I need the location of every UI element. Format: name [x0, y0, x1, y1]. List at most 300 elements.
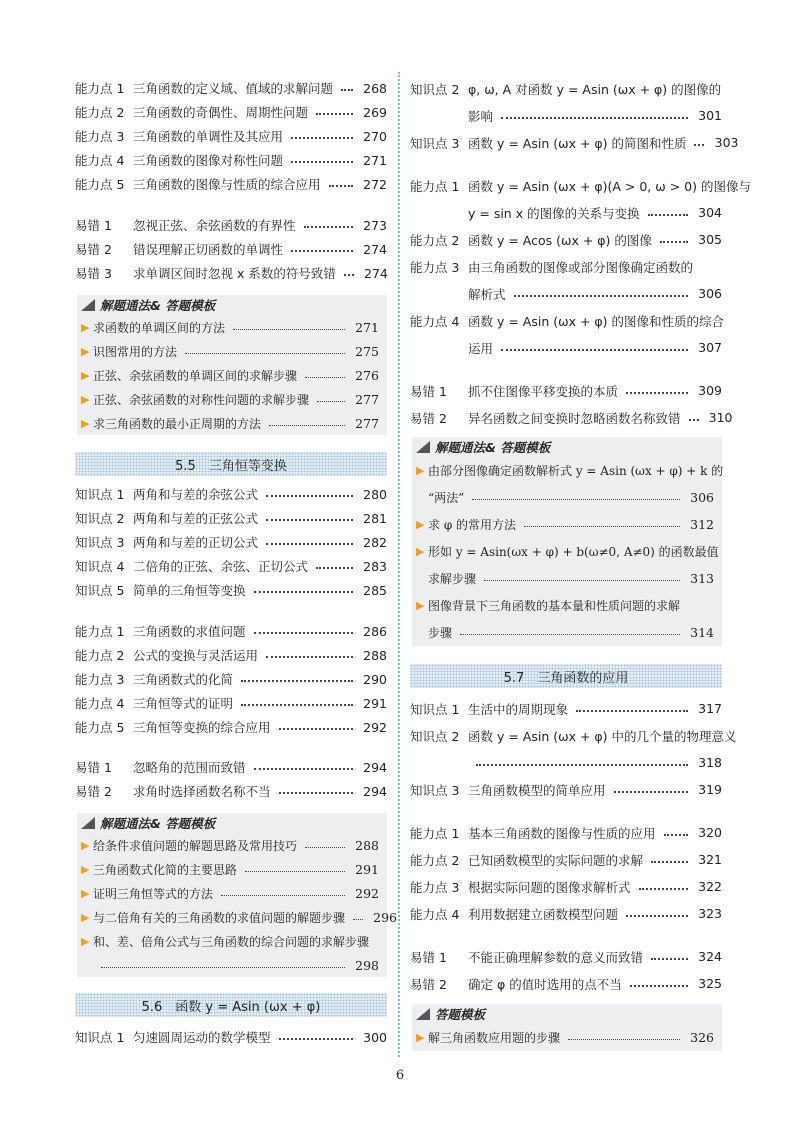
entry-page: 277 [355, 391, 379, 407]
dot-leader [484, 580, 680, 581]
entry-title: 两角和与差的正弦公式 [133, 511, 259, 526]
method-template-box [77, 813, 398, 977]
dot-leader [353, 919, 363, 920]
toc-entry[interactable] [75, 715, 387, 739]
entry-group [75, 482, 387, 602]
template-entry[interactable] [81, 881, 379, 905]
entry-title: 函数 y = Acos (ωx + φ) 的图像 [468, 232, 652, 248]
dot-leader [501, 117, 688, 119]
entry-page: 292 [363, 719, 387, 735]
box-header-title: 解题通法& 答题模板 [100, 298, 216, 313]
entry-title: 生活中的周期现象 [468, 701, 569, 717]
template-entry[interactable] [416, 1024, 714, 1051]
dot-leader [305, 377, 345, 378]
entry-title: 确定 φ 的值时选用的点不当 [468, 976, 622, 992]
entry-page: 275 [355, 343, 379, 359]
entry-title: 求角时选择函数名称不当 [133, 784, 271, 799]
arrow-icon: ▶ [81, 344, 90, 358]
template-entry[interactable] [81, 905, 398, 929]
entry-title: 匀速圆周运动的数学模型 [133, 1030, 271, 1045]
entry-page: 298 [355, 957, 379, 973]
template-entry[interactable] [81, 833, 379, 857]
toc-entry-continued[interactable] [410, 280, 722, 307]
dot-leader [241, 704, 353, 706]
box-header-title: 答题模板 [435, 1007, 486, 1022]
entry-group [410, 75, 739, 156]
dot-leader [291, 161, 353, 163]
template-entry-continued[interactable] [81, 953, 379, 977]
template-entry[interactable] [416, 457, 724, 484]
entry-group [75, 1025, 387, 1049]
entry-title: 三角函数的图像与性质的综合应用 [133, 177, 321, 192]
entry-page: 276 [355, 367, 379, 383]
entry-page: 292 [355, 885, 379, 901]
entry-label: 易错 1 [75, 760, 112, 775]
dot-leader [639, 888, 688, 890]
entry-title-continued: 步骤 [428, 626, 453, 640]
toc-entry[interactable] [75, 172, 387, 196]
entry-label: 知识点 2 [410, 81, 460, 97]
method-template-box [412, 1004, 722, 1051]
entry-title: 抓不住图像平移变换的本质 [468, 383, 619, 399]
entry-label: 能力点 1 [75, 624, 125, 639]
template-entry-continued[interactable] [416, 565, 714, 592]
entry-page: 314 [690, 625, 714, 640]
entry-label: 知识点 4 [75, 559, 125, 574]
method-template-box [412, 437, 722, 646]
dot-leader [269, 425, 345, 426]
entry-title: 根据实际问题的图像求解析式 [468, 879, 631, 895]
entry-label: 能力点 4 [410, 906, 460, 922]
box-header [416, 1004, 714, 1024]
box-header [416, 437, 714, 457]
entry-label: 知识点 2 [75, 511, 125, 526]
entry-title: 和、差、倍角公式与三角函数的综合问题的求解步骤 [93, 934, 370, 949]
entry-page: 325 [698, 976, 722, 991]
entry-page: 288 [355, 837, 379, 853]
toc-entry[interactable] [75, 100, 387, 124]
entry-page: 285 [363, 582, 387, 598]
dot-leader [304, 226, 353, 228]
toc-entry[interactable] [75, 779, 387, 803]
toc-entry[interactable] [75, 237, 387, 261]
entry-label: 知识点 2 [410, 728, 460, 744]
toc-entry[interactable] [410, 873, 722, 900]
entry-title-continued: 影响 [468, 108, 494, 124]
column-divider [398, 72, 400, 1057]
arrow-icon: ▶ [81, 320, 90, 334]
entry-title: 不能正确理解参数的意义而致错 [468, 949, 644, 965]
entry-title-continued: 求解步骤 [428, 572, 477, 586]
dot-leader [317, 401, 345, 402]
entry-page: 313 [690, 571, 714, 586]
entry-title-continued: 解析式 [468, 286, 506, 302]
entry-title: 三角恒等式的证明 [133, 696, 234, 711]
dot-leader [291, 137, 353, 139]
entry-page: 288 [363, 647, 387, 663]
entry-group [75, 76, 387, 196]
entry-page: 271 [363, 152, 387, 168]
dot-leader [305, 847, 345, 848]
toc-entry[interactable] [75, 554, 387, 578]
toc-entry[interactable] [410, 900, 722, 927]
dot-leader [266, 656, 353, 658]
toc-entry[interactable] [410, 226, 722, 253]
toc-entry-continued[interactable] [410, 334, 722, 361]
template-entry-continued[interactable] [416, 619, 714, 646]
entry-title: 错误理解正切函数的单调性 [133, 242, 284, 257]
toc-entry[interactable] [75, 506, 387, 530]
dot-leader [316, 113, 353, 115]
dot-leader [651, 958, 688, 960]
entry-label: 能力点 2 [410, 232, 460, 248]
entry-page: 291 [363, 695, 387, 711]
entry-title: 正弦、余弦函数的单调区间的求解步骤 [93, 368, 298, 383]
entry-page: 319 [698, 782, 722, 797]
entry-page: 318 [698, 755, 722, 770]
entry-title: 由部分图像确定函数解析式 y = Asin (ωx + φ) + k 的 [428, 464, 724, 478]
entry-title: 二倍角的正弦、余弦、正切公式 [133, 559, 309, 574]
dot-leader [341, 89, 353, 91]
dot-leader [245, 871, 345, 872]
template-entry[interactable] [81, 929, 379, 953]
entry-page: 281 [363, 510, 387, 526]
dot-leader [626, 392, 688, 394]
entry-page: 307 [698, 340, 722, 355]
entry-page: 323 [698, 906, 722, 921]
toc-entry-continued[interactable] [410, 102, 722, 129]
entry-label: 知识点 3 [410, 135, 460, 151]
entry-group [75, 213, 387, 285]
page-number: 6 [395, 1068, 405, 1083]
entry-label: 能力点 1 [410, 825, 460, 841]
toc-entry[interactable] [410, 722, 737, 749]
toc-entry[interactable] [75, 691, 387, 715]
entry-label: 易错 2 [410, 410, 447, 426]
entry-title: 三角函数式的化简 [133, 672, 234, 687]
arrow-icon: ▶ [416, 464, 425, 477]
entry-page: 324 [698, 949, 722, 964]
arrow-icon: ▶ [81, 392, 90, 406]
entry-page: 294 [363, 783, 387, 799]
section-header: 5.7 三角函数的应用 [410, 664, 722, 688]
dot-leader [664, 834, 688, 836]
dot-leader [614, 791, 688, 793]
toc-entry[interactable] [75, 643, 387, 667]
toc-entry[interactable] [75, 124, 387, 148]
entry-label: 易错 2 [75, 242, 112, 257]
entry-title: 简单的三角恒等变换 [133, 583, 246, 598]
entry-label: 知识点 3 [75, 535, 125, 550]
dot-leader [651, 861, 688, 863]
entry-label: 知识点 1 [75, 1030, 125, 1045]
entry-title: 识图常用的方法 [93, 344, 178, 359]
entry-page: 268 [363, 80, 387, 96]
dot-leader [329, 185, 353, 187]
dot-leader [660, 241, 688, 243]
entry-title: 解三角函数应用题的步骤 [428, 1031, 561, 1045]
entry-page: 273 [363, 217, 387, 233]
entry-page: 269 [363, 104, 387, 120]
entry-label: 易错 1 [410, 383, 447, 399]
entry-title: 函数 y = Asin (ωx + φ) 的简图和性质 [468, 135, 687, 151]
entry-title: 两角和与差的余弦公式 [133, 487, 259, 502]
triangle-icon [416, 441, 430, 453]
toc-entry[interactable] [410, 776, 722, 803]
entry-title: 三角函数的定义域、值域的求解问题 [133, 81, 334, 96]
arrow-icon: ▶ [81, 368, 90, 382]
arrow-icon: ▶ [416, 599, 425, 612]
toc-entry[interactable] [75, 482, 387, 506]
toc-entry[interactable] [410, 307, 722, 334]
dot-leader [568, 1039, 680, 1040]
entry-title: 公式的变换与灵活运用 [133, 648, 259, 663]
entry-page: 277 [355, 415, 379, 431]
triangle-icon [81, 299, 95, 311]
dot-leader [316, 567, 353, 569]
entry-title-continued: “两法” [428, 491, 465, 505]
entry-title-continued: y = sin x 的图像的关系与变换 [468, 205, 640, 221]
arrow-icon: ▶ [416, 518, 425, 531]
entry-title: 三角函数的单调性及其应用 [133, 129, 284, 144]
toc-entry[interactable] [410, 695, 722, 722]
entry-title: 正弦、余弦函数的对称性问题的求解步骤 [93, 392, 310, 407]
dot-leader [266, 519, 353, 521]
entry-page: 290 [363, 671, 387, 687]
template-entry[interactable] [416, 511, 714, 538]
toc-entry-continued[interactable] [410, 199, 722, 226]
box-header [81, 813, 379, 833]
toc-entry[interactable] [75, 755, 387, 779]
toc-left-column [75, 0, 398, 1049]
entry-page: 306 [690, 490, 714, 505]
entry-label: 能力点 1 [410, 178, 460, 194]
box-header [81, 295, 379, 315]
entry-title: 与二倍角有关的三角函数的求值问题的解题步骤 [93, 910, 346, 925]
dot-leader [101, 967, 345, 968]
entry-label: 能力点 5 [75, 720, 125, 735]
dot-leader [524, 526, 680, 527]
toc-entry[interactable] [75, 530, 387, 554]
toc-entry[interactable] [75, 619, 387, 643]
entry-title: 三角函数的奇偶性、周期性问题 [133, 105, 309, 120]
dot-leader [694, 144, 704, 146]
dot-leader [279, 1038, 353, 1040]
entry-title: 求三角函数的最小正周期的方法 [93, 416, 262, 431]
entry-group [410, 172, 751, 361]
method-template-box [77, 295, 387, 435]
entry-page: 283 [363, 558, 387, 574]
entry-group [410, 943, 722, 997]
entry-page: 320 [698, 825, 722, 840]
template-entry[interactable] [81, 315, 379, 339]
dot-leader [233, 329, 345, 330]
box-header-title: 解题通法& 答题模板 [100, 816, 216, 831]
arrow-icon: ▶ [81, 416, 90, 430]
toc-entry[interactable] [75, 578, 387, 602]
entry-group [75, 619, 387, 739]
template-entry[interactable] [416, 538, 719, 565]
entry-label: 能力点 1 [75, 81, 125, 96]
entry-label: 能力点 2 [410, 852, 460, 868]
entry-title: 三角函数模型的简单应用 [468, 782, 606, 798]
toc-entry[interactable] [410, 129, 739, 156]
entry-page: 294 [363, 759, 387, 775]
dot-leader [476, 764, 688, 766]
entry-title: 由三角函数的图像或部分图像确定函数的 [468, 259, 694, 275]
section-header: 5.5 三角恒等变换 [75, 452, 387, 476]
entry-label: 知识点 5 [75, 583, 125, 598]
arrow-icon: ▶ [416, 545, 425, 558]
entry-title-continued: 运用 [468, 340, 494, 356]
template-entry[interactable] [81, 411, 379, 435]
entry-title: 忽视正弦、余弦函数的有界性 [133, 218, 296, 233]
dot-leader [501, 349, 688, 351]
entry-label: 能力点 2 [75, 648, 125, 663]
entry-page: 301 [698, 108, 722, 123]
dot-leader [266, 543, 353, 545]
dot-leader [460, 634, 680, 635]
entry-label: 易错 2 [75, 784, 112, 799]
dot-leader [185, 353, 345, 354]
entry-page: 310 [708, 410, 733, 425]
entry-label: 能力点 4 [75, 153, 125, 168]
entry-label: 能力点 3 [75, 672, 125, 687]
entry-label: 能力点 3 [410, 879, 460, 895]
entry-page: 304 [698, 205, 722, 220]
toc-entry[interactable] [410, 377, 722, 404]
entry-title: 函数 y = Asin (ωx + φ) 中的几个量的物理意义 [468, 728, 737, 744]
dot-leader [344, 274, 354, 276]
dot-leader [266, 495, 353, 497]
toc-entry[interactable] [410, 404, 733, 431]
entry-group [410, 819, 722, 927]
dot-leader [514, 295, 688, 297]
toc-entry[interactable] [75, 148, 387, 172]
toc-entry[interactable] [410, 943, 722, 970]
entry-title: 求 φ 的常用方法 [428, 518, 517, 532]
toc-entry[interactable] [410, 970, 722, 997]
entry-label: 能力点 2 [75, 105, 125, 120]
dot-leader [689, 419, 699, 421]
entry-page: 306 [698, 286, 722, 301]
entry-label: 易错 1 [410, 949, 447, 965]
entry-title: 已知函数模型的实际问题的求解 [468, 852, 644, 868]
toc-entry[interactable] [410, 253, 722, 280]
entry-page: 291 [355, 861, 379, 877]
dot-leader [630, 985, 688, 987]
entry-page: 309 [698, 383, 722, 398]
entry-label: 易错 3 [75, 266, 112, 281]
entry-page: 286 [363, 623, 387, 639]
dot-leader [648, 214, 688, 216]
entry-title: 函数 y = Asin (ωx + φ)(A > 0, ω > 0) 的图像与 [468, 178, 751, 194]
dot-leader [279, 728, 353, 730]
arrow-icon: ▶ [81, 910, 90, 924]
dot-leader [254, 768, 353, 770]
entry-title: 利用数据建立函数模型问题 [468, 906, 619, 922]
dot-leader [291, 250, 353, 252]
entry-title: 图像背景下三角函数的基本量和性质问题的求解 [428, 599, 681, 613]
entry-group [75, 755, 387, 803]
entry-group [410, 695, 737, 803]
entry-title: 忽略角的范围而致错 [133, 760, 246, 775]
entry-page: 317 [698, 701, 722, 716]
template-entry[interactable] [81, 339, 379, 363]
entry-title: 求单调区间时忽视 x 系数的符号致错 [133, 266, 336, 281]
dot-leader [254, 632, 353, 634]
entry-page: 296 [373, 909, 398, 925]
arrow-icon: ▶ [416, 1031, 425, 1044]
template-entry[interactable] [81, 387, 379, 411]
entry-page: 272 [363, 176, 387, 192]
toc-entry[interactable] [410, 75, 722, 102]
toc-entry[interactable] [410, 846, 722, 873]
arrow-icon: ▶ [81, 934, 90, 948]
template-entry-continued[interactable] [416, 484, 714, 511]
template-entry[interactable] [416, 592, 714, 619]
dot-leader [221, 895, 345, 896]
entry-title: 三角函数式化简的主要思路 [93, 862, 238, 877]
entry-page: 271 [355, 319, 379, 335]
dot-leader [279, 792, 353, 794]
entry-title: 三角恒等变换的综合应用 [133, 720, 271, 735]
entry-title: φ, ω, A 对函数 y = Asin (ωx + φ) 的图像的 [468, 81, 722, 97]
dot-leader [626, 915, 688, 917]
entry-title: 异名函数之间变换时忽略函数名称致错 [468, 410, 681, 426]
entry-label: 能力点 3 [410, 259, 460, 275]
section-header: 5.6 函数 y = Asin (ωx + φ) [75, 993, 387, 1017]
box-header-title: 解题通法& 答题模板 [435, 440, 551, 455]
toc-entry[interactable] [75, 1025, 387, 1049]
template-entry[interactable] [81, 363, 379, 387]
entry-label: 能力点 4 [410, 313, 460, 329]
entry-page: 300 [363, 1029, 387, 1045]
entry-label: 能力点 3 [75, 129, 125, 144]
entry-page: 312 [690, 517, 714, 532]
entry-label: 易错 1 [75, 218, 112, 233]
arrow-icon: ▶ [81, 862, 90, 876]
toc-entry[interactable] [75, 213, 387, 237]
entry-label: 知识点 1 [410, 701, 460, 717]
entry-page: 274 [363, 241, 387, 257]
entry-title: 函数 y = Asin (ωx + φ) 的图像和性质的综合 [468, 313, 724, 329]
toc-entry[interactable] [410, 819, 722, 846]
entry-title: 证明三角恒等式的方法 [93, 886, 214, 901]
template-entry[interactable] [81, 857, 379, 881]
entry-title: 三角函数的图像对称性问题 [133, 153, 284, 168]
entry-label: 易错 2 [410, 976, 447, 992]
entry-title: 两角和与差的正切公式 [133, 535, 259, 550]
entry-page: 321 [698, 852, 722, 867]
entry-page: 282 [363, 534, 387, 550]
toc-entry[interactable] [75, 76, 387, 100]
entry-label: 能力点 5 [75, 177, 125, 192]
arrow-icon: ▶ [81, 838, 90, 852]
toc-entry[interactable] [75, 667, 387, 691]
dot-leader [254, 591, 353, 593]
toc-entry-continued[interactable] [410, 749, 722, 776]
dot-leader [576, 710, 688, 712]
triangle-icon [416, 1008, 430, 1020]
toc-entry[interactable] [410, 172, 751, 199]
entry-page: 303 [714, 135, 739, 150]
entry-title: 给条件求值问题的解题思路及常用技巧 [93, 838, 298, 853]
entry-page: 305 [698, 232, 722, 247]
entry-title: 形如 y = Asin(ωx + φ) + b(ω≠0, A≠0) 的函数最值 [428, 545, 719, 559]
arrow-icon: ▶ [81, 886, 90, 900]
toc-entry[interactable] [75, 261, 387, 285]
